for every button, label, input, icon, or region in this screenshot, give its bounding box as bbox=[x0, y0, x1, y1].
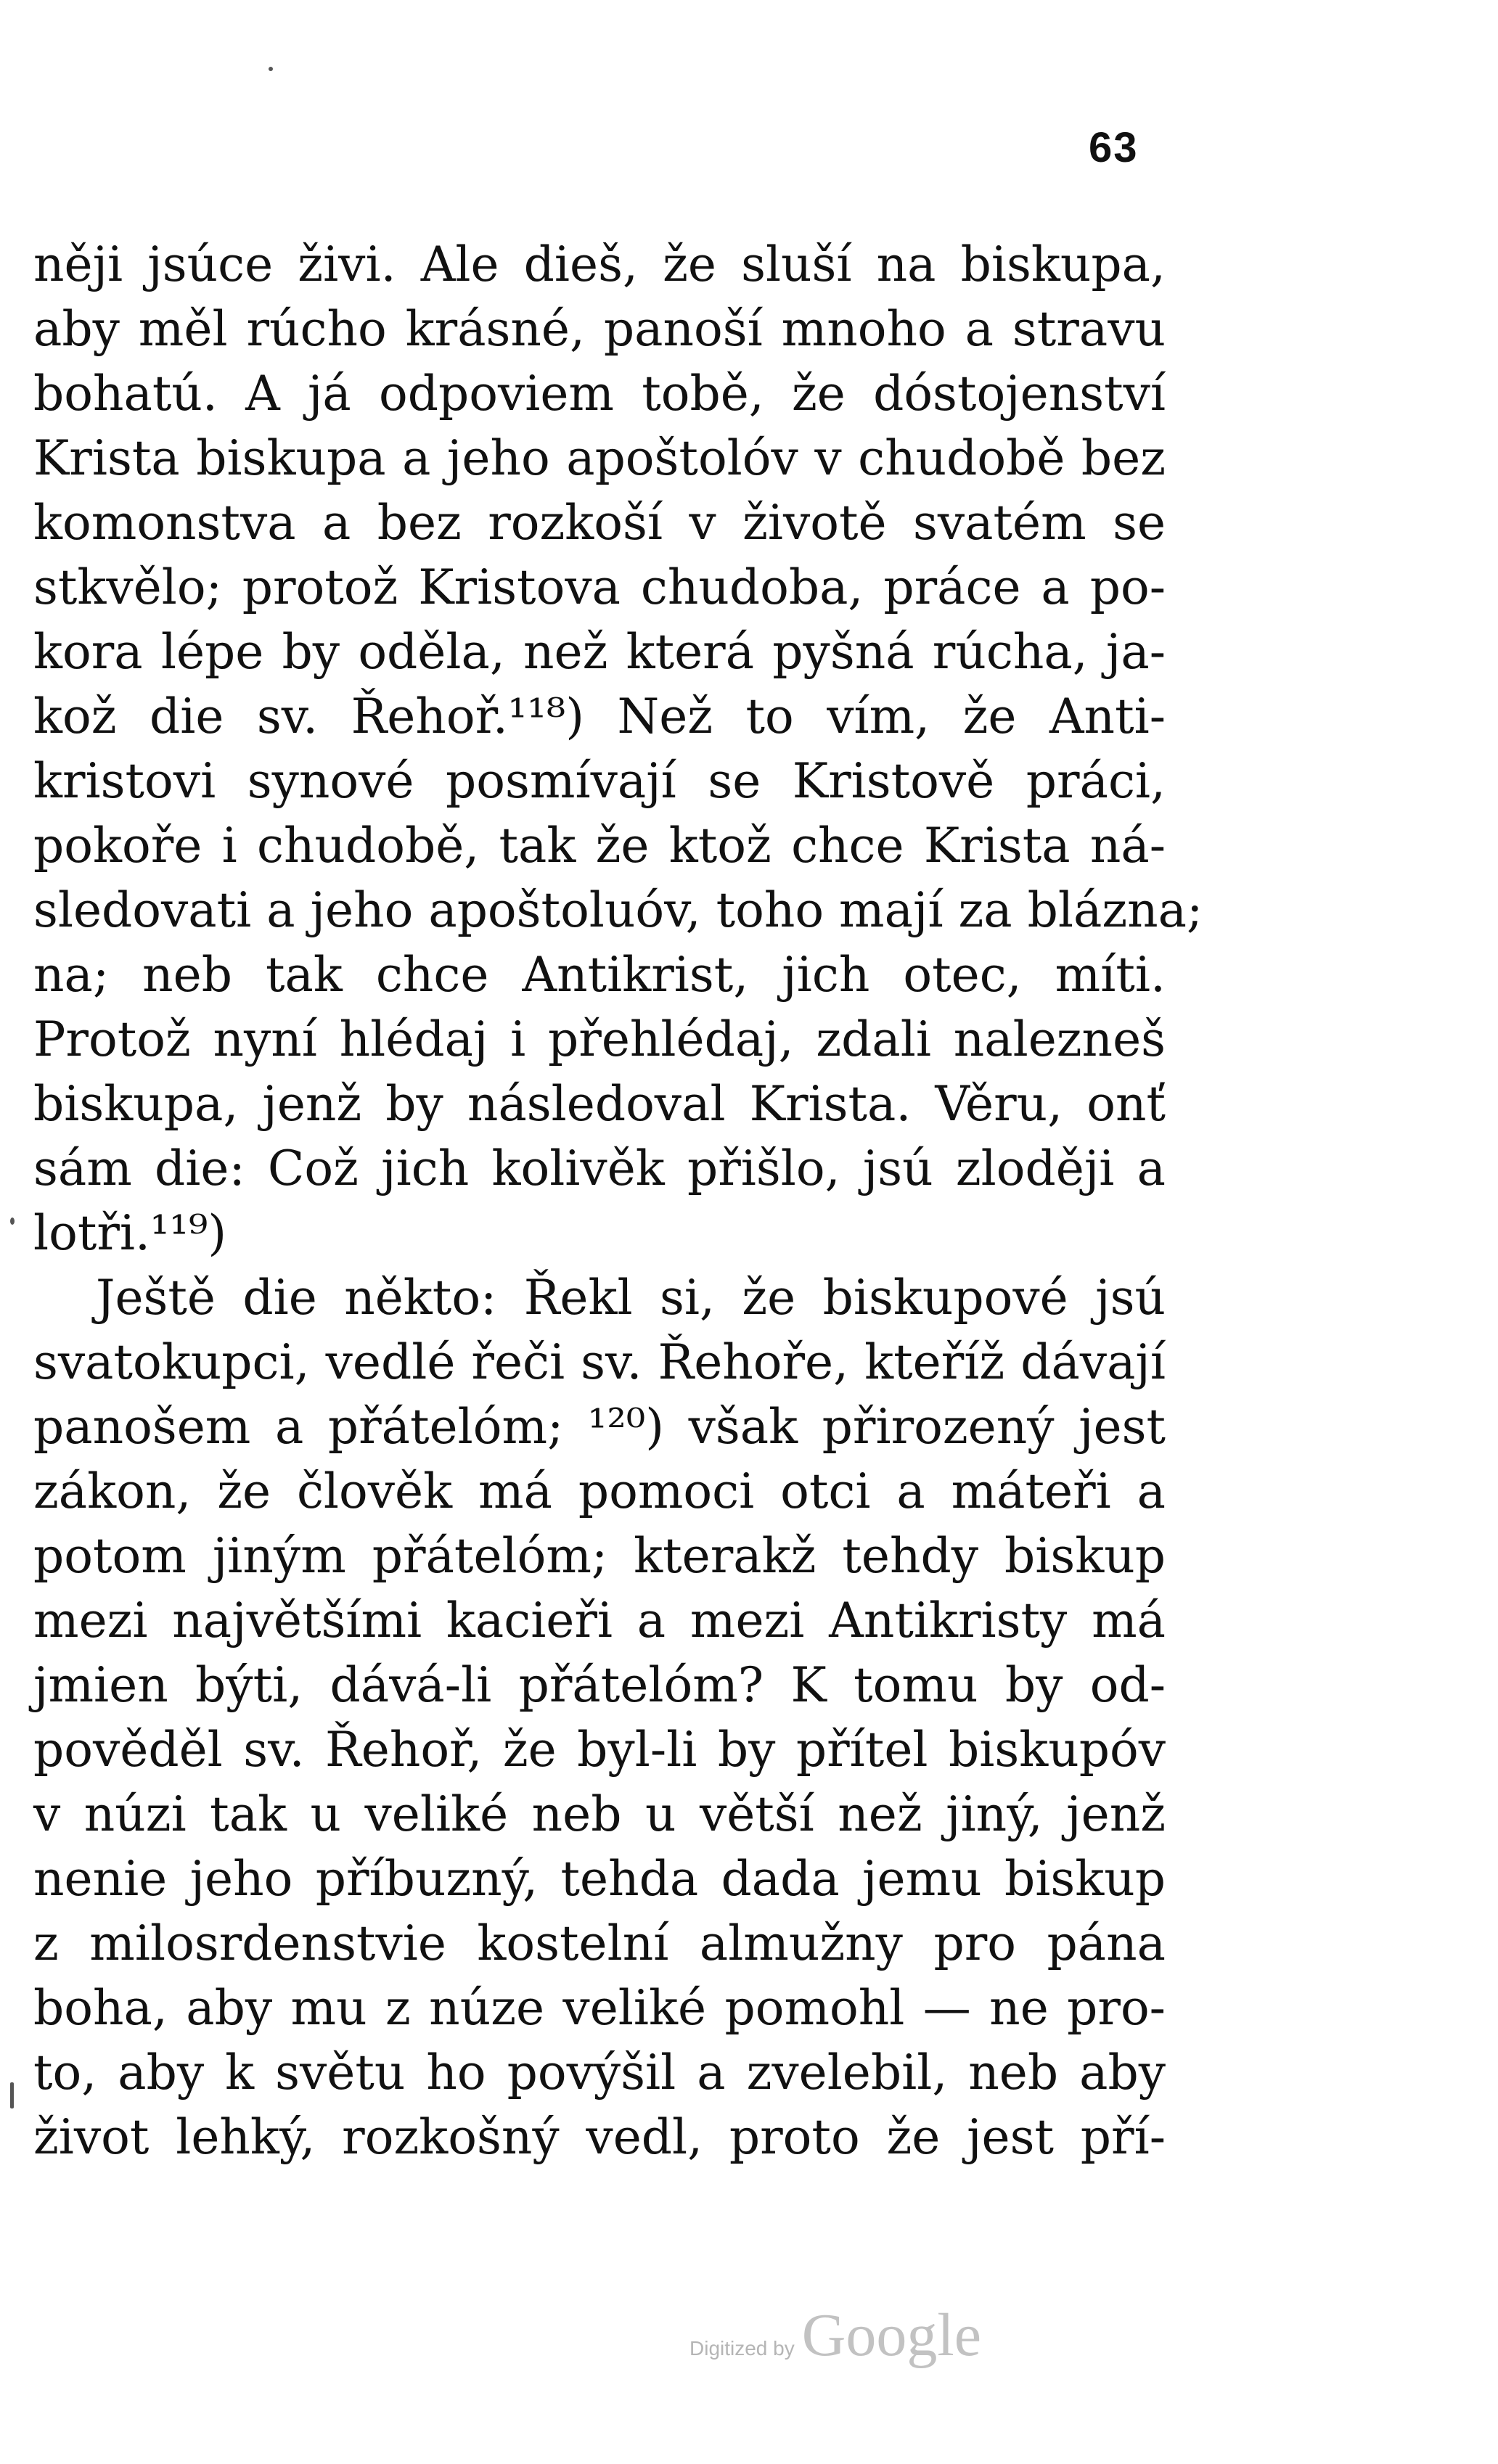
paragraph-2 bbox=[33, 1265, 1166, 2169]
text-line: lotři.¹¹⁹) bbox=[33, 1205, 227, 1261]
text-line: bohatú. A já odpoviem tobě, že dóstojenství bbox=[33, 366, 1166, 422]
text-line: pokoře i chudobě, tak že ktož chce Krista ná- bbox=[33, 818, 1166, 874]
text-line: z milosrdenstvie kostelní almužny pro pána bbox=[33, 1915, 1166, 1971]
text-line: stkvělo; protož Kristova chudoba, práce a po- bbox=[33, 559, 1166, 615]
text-line: Krista biskupa a jeho apoštolóv v chudobě bez bbox=[33, 430, 1166, 486]
text-line: to, aby k světu ho povýšil a zvelebil, neb aby bbox=[33, 2045, 1166, 2100]
paragraph-1 bbox=[33, 232, 1203, 1265]
text-line: biskupa, jenž by následoval Krista. Věru, onť bbox=[33, 1076, 1166, 1132]
text-line: na; neb tak chce Antikrist, jich otec, míti. bbox=[33, 947, 1166, 1003]
text-line: nenie jeho příbuzný, tehda dada jemu biskup bbox=[33, 1851, 1166, 1907]
text-line: v núzi tak u veliké neb u větší než jiný, jenž bbox=[33, 1786, 1166, 1842]
text-line: kož die sv. Řehoř.¹¹⁸) Než to vím, že Anti- bbox=[33, 689, 1166, 744]
text-line: sám die: Což jich kolivěk přišlo, jsú zloději a bbox=[33, 1141, 1166, 1196]
page-number: 63 bbox=[1089, 124, 1139, 171]
text-line: život lehký, rozkošný vedl, proto že jest pří- bbox=[33, 2109, 1166, 2165]
text-line: sledovati a jeho apoštoluóv, toho mají za blázna; bbox=[33, 882, 1203, 938]
body-text bbox=[33, 232, 1203, 2169]
text-line: pověděl sv. Řehoř, že byl-li by přítel biskupóv bbox=[33, 1722, 1166, 1778]
digitized-watermark bbox=[689, 2300, 981, 2370]
text-line: potom jiným přátelóm; kterakž tehdy biskup bbox=[33, 1528, 1166, 1584]
watermark-prefix: Digitized by bbox=[689, 2337, 795, 2360]
text-line: něji jsúce živi. Ale dieš, že sluší na biskupa, bbox=[33, 237, 1166, 292]
text-line: boha, aby mu z núze veliké pomohl — ne pro- bbox=[33, 1980, 1166, 2036]
scan-speck bbox=[269, 67, 273, 71]
text-line: svatokupci, vedlé řeči sv. Řehoře, kteříž dávají bbox=[33, 1334, 1166, 1390]
text-line: jmien býti, dává-li přátelóm? K tomu by od- bbox=[33, 1657, 1166, 1713]
google-logo: Google bbox=[801, 2301, 982, 2369]
text-line: Ještě die někto: Řekl si, že biskupové jsú bbox=[96, 1270, 1166, 1326]
text-line: Protož nyní hlédaj i přehlédaj, zdali nalezneš bbox=[33, 1011, 1166, 1067]
scan-speck bbox=[10, 1217, 15, 1225]
text-line: aby měl rúcho krásné, panoší mnoho a stravu bbox=[33, 301, 1166, 357]
text-line: kristovi synové posmívají se Kristově práci, bbox=[33, 753, 1166, 809]
text-line: kora lépe by oděla, než která pyšná rúcha, ja- bbox=[33, 624, 1166, 680]
text-line: panošem a přátelóm; ¹²⁰) však přirozený jest bbox=[33, 1399, 1166, 1455]
scan-speck bbox=[10, 2082, 14, 2108]
text-line: komonstva a bez rozkoší v životě svatém se bbox=[33, 495, 1166, 551]
text-line: mezi najvětšími kacieři a mezi Antikristy má bbox=[33, 1593, 1166, 1648]
text-line: zákon, že člověk má pomoci otci a máteři a bbox=[33, 1463, 1166, 1519]
